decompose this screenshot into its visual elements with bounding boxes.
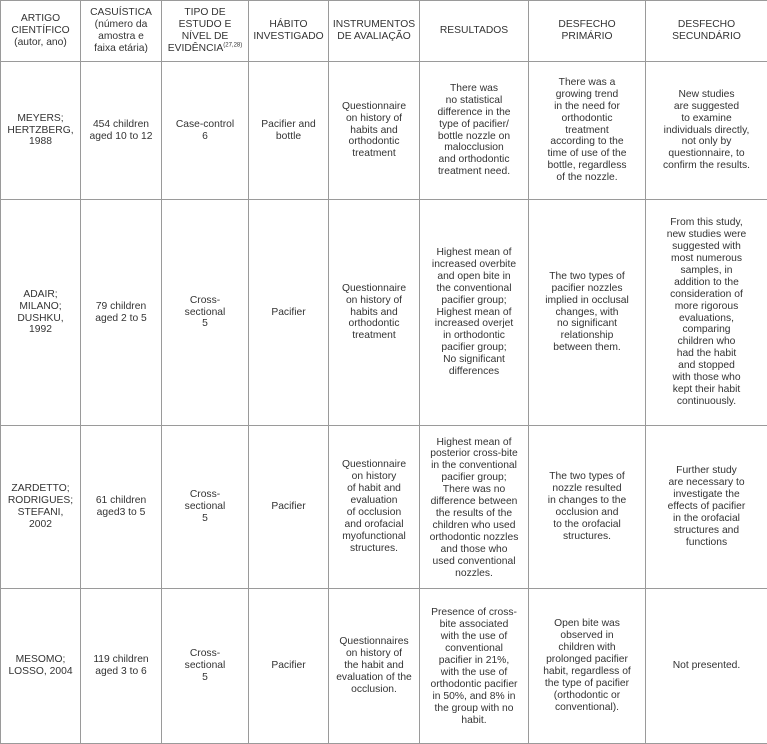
cell-text: From this study, new studies were suggested with most numerous samples, in addition to the consideration of more rigorous evaluations, comparing children who had the habit and stopped with those who kept their habit continuously. [648,217,765,408]
cell-text: Pacifier [251,660,326,672]
cell-text: New studies are suggested to examine individuals directly, not only by questionnaire, to confirm the results. [648,89,765,172]
primary-outcome-cell [529,426,646,589]
results-cell [420,589,529,744]
secondary-outcome-cell [646,589,767,744]
results-cell [420,200,529,426]
header-cell-habit [249,1,329,62]
header-label: HÁBITO INVESTIGADO [251,19,326,43]
habit-cell [249,62,329,200]
primary-outcome-cell [529,200,646,426]
header-label: RESULTADOS [422,25,526,37]
cell-text: Pacifier [251,501,326,513]
study-type-cell [162,62,249,200]
cell-text: Pacifier [251,307,326,319]
header-label: DESFECHO SECUNDÁRIO [648,19,765,43]
cell-text: Cross- sectional 5 [164,489,246,525]
header-label-text: TIPO DE ESTUDO E NÍVEL DE EVIDÊNCIA [168,7,232,54]
results-cell [420,62,529,200]
instruments-cell [329,62,420,200]
cell-text: Open bite was observed in children with prolonged pacifier habit, regardless of the type of pacifier (orthodontic or conventional). [531,618,643,713]
header-label: INSTRUMENTOS DE AVALIAÇÃO [331,19,417,43]
cell-text: Questionnaire on history of habits and orthodontic treatment [331,283,417,343]
cell-text: The two types of nozzle resulted in changes to the occlusion and to the orofacial structures. [531,471,643,542]
cell-text: MESOMO; LOSSO, 2004 [3,654,78,678]
cell-text: The two types of pacifier nozzles implied in occlusal changes, with no significant relationship between them. [531,271,643,354]
study-type-cell [162,426,249,589]
article-cell [1,62,81,200]
cell-text: 61 children aged3 to 5 [83,495,159,519]
header-cell-study-type [162,1,249,62]
header-label: DESFECHO PRIMÁRIO [531,19,643,43]
cell-text: ZARDETTO; RODRIGUES; STEFANI, 2002 [3,483,78,531]
cell-text: Not presented. [648,660,765,672]
habit-cell [249,200,329,426]
cell-text: ADAIR; MILANO; DUSHKU, 1992 [3,289,78,337]
header-cell-secondary-outcome [646,1,767,62]
secondary-outcome-cell [646,62,767,200]
cell-text: There was no statistical difference in the type of pacifier/ bottle nozzle on malocclusion and orthodontic treatment need. [422,83,526,178]
habit-cell [249,426,329,589]
instruments-cell [329,589,420,744]
header-cell-results [420,1,529,62]
table-row [1,589,767,744]
instruments-cell [329,200,420,426]
header-cell-article [1,1,81,62]
cell-text: There was a growing trend in the need for orthodontic treatment according to the time of use of the bottle, regardless of the nozzle. [531,77,643,184]
table-header-row [1,1,767,62]
cell-text: Cross- sectional 5 [164,648,246,684]
header-label: ARTIGO CIENTÍFICO (autor, ano) [3,13,78,49]
article-cell [1,589,81,744]
cell-text: MEYERS; HERTZBERG, 1988 [3,113,78,149]
cell-text: Further study are necessary to investigate the effects of pacifier in the orofacial structures and functions [648,465,765,548]
cell-text: Questionnaire on history of habits and orthodontic treatment [331,101,417,161]
cell-text: Highest mean of increased overbite and open bite in the conventional pacifier group; Highest mean of increased overjet in orthodontic pacifier group; No significant differences [422,247,526,378]
cell-text: Case-control 6 [164,119,246,143]
cell-text: Cross- sectional 5 [164,295,246,331]
sample-cell [81,426,162,589]
table-row [1,200,767,426]
cell-text: 454 children aged 10 to 12 [83,119,159,143]
header-cell-primary-outcome [529,1,646,62]
header-reference-superscript: (27,28) [223,42,242,48]
article-cell [1,200,81,426]
header-cell-instruments [329,1,420,62]
sample-cell [81,62,162,200]
cell-text: Highest mean of posterior cross-bite in the conventional pacifier group; There was no difference between the results of the children who used orthodontic nozzles and those who used conventional nozzles. [422,435,526,580]
cell-text: Presence of cross- bite associated with the use of conventional pacifier in 21%, with the use of orthodontic pacifier in 50%, and 8% in the group with no habit. [422,605,526,726]
results-cell [420,426,529,589]
cell-text: Questionnaires on history of the habit and evaluation of the occlusion. [331,636,417,696]
header-cell-sample [81,1,162,62]
secondary-outcome-cell [646,200,767,426]
instruments-cell [329,426,420,589]
cell-text: Pacifier and bottle [251,119,326,143]
table-row [1,426,767,589]
article-cell [1,426,81,589]
study-type-cell [162,200,249,426]
cell-text: 119 children aged 3 to 6 [83,654,159,678]
header-label [164,7,246,55]
habit-cell [249,589,329,744]
primary-outcome-cell [529,589,646,744]
cell-text: Questionnaire on history of habit and evaluation of occlusion and orofacial myofunctional structures. [331,459,417,554]
sample-cell [81,589,162,744]
sample-cell [81,200,162,426]
secondary-outcome-cell [646,426,767,589]
cell-text: 79 children aged 2 to 5 [83,301,159,325]
table-row [1,62,767,200]
study-type-cell [162,589,249,744]
primary-outcome-cell [529,62,646,200]
header-label: CASUÍSTICA (número da amostra e faixa etária) [83,7,159,55]
